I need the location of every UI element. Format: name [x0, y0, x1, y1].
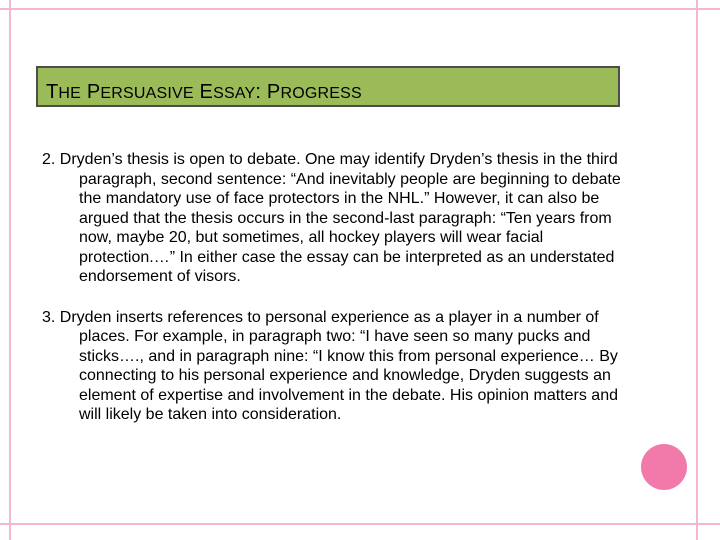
left-border-line	[9, 0, 11, 540]
right-border-line	[696, 0, 698, 540]
title-rest: SSAY	[213, 85, 256, 102]
decorative-circle	[641, 444, 687, 490]
bottom-border-line	[0, 523, 720, 525]
title-initial: T	[46, 81, 59, 103]
paragraph-experience: 3. Dryden inserts references to personal experience as a player in a number of places. For example, in paragraph two: “I have seen so many pucks and sticks…., and in paragraph nine: “I know this from personal experience… By connecting to his personal experience and knowledge, Dryden suggests an element of expertise and involvement in the debate. His opinion matters and will likely be taken into consideration.	[42, 308, 618, 423]
title-initial: E	[199, 81, 214, 103]
body-text	[42, 150, 632, 425]
title-rest: HE	[58, 85, 82, 102]
slide-title	[46, 81, 362, 104]
title-initial: P	[86, 81, 101, 103]
title-colon: :	[255, 81, 262, 103]
paragraph-thesis: 2. Dryden’s thesis is open to debate. One may identify Dryden’s thesis in the third paragraph, second sentence: “And inevitably people are beginning to debate the mandatory use of face protectors in the NHL.” However, it can also be argued that the thesis occurs in the second-last paragraph: “Ten years from now, maybe 20, but sometimes, all hockey players will wear facial protection.…” In either case the essay can be interpreted as an understated endorsement of visors.	[42, 151, 621, 285]
title-box	[36, 66, 620, 107]
title-rest: ERSUASIVE	[100, 85, 194, 102]
title-initial: P	[266, 81, 281, 103]
top-border-line	[0, 8, 720, 10]
title-rest: ROGRESS	[280, 85, 362, 102]
